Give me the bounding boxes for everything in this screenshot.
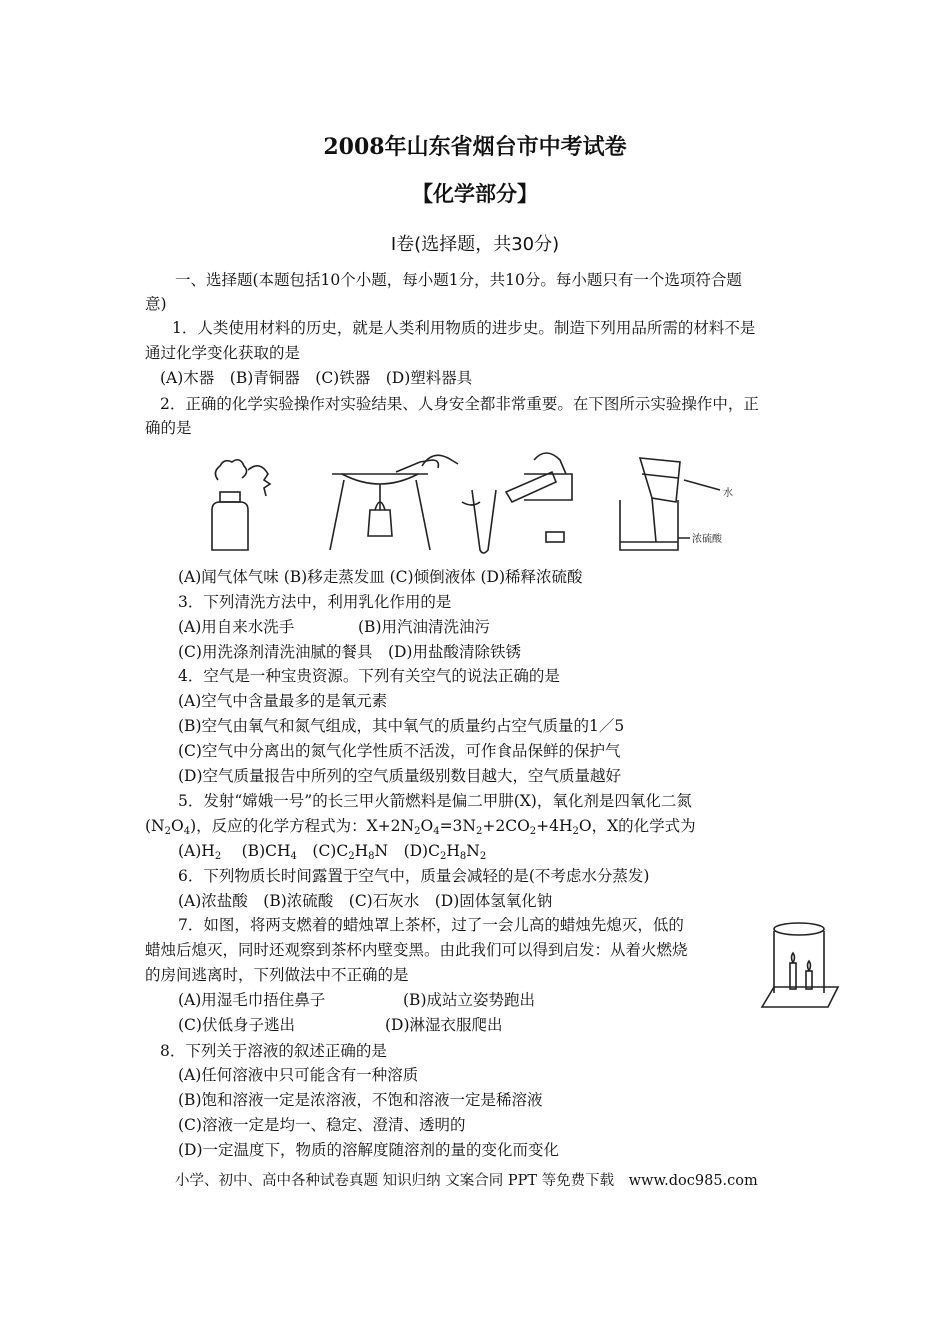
q4-option-b: (B)空气由氧气和氮气组成，其中氧气的质量约占空气质量的1／5 <box>178 717 625 735</box>
section-heading: Ⅰ卷(选择题，共30分) <box>390 234 560 255</box>
q7-stem-line-2: 蜡烛后熄灭，同时还观察到茶杯内壁变黑。由此我们可以得到启发：从着火燃烧 <box>145 941 688 959</box>
q6-options: (A)浓盐酸 (B)浓硫酸 (C)石灰水 (D)固体氢氧化钠 <box>178 892 553 910</box>
q7-option-a: (A)用湿毛巾捂住鼻子 <box>178 991 326 1009</box>
q6-stem: 6．下列物质长时间露置于空气中，质量会减轻的是(不考虑水分蒸发) <box>178 867 650 885</box>
figure-d-dilute-acid <box>620 458 733 550</box>
q7-stem-line-1: 7．如图，将两支燃着的蜡烛罩上茶杯，过了一会儿高的蜡烛先熄灭，低的 <box>178 916 684 934</box>
page-footer: 小学、初中、高中各种试卷真题 知识归纳 文案合同 PPT 等免费下载 www.doc985.com <box>175 1173 758 1189</box>
intro-line-1: 一、选择题(本题包括10个小题，每小题1分，共10分。每小题只有一个选项符合题 <box>175 271 742 289</box>
q7-figure-svg <box>760 915 840 1010</box>
figure-c-pouring-liquid <box>462 453 572 553</box>
q7-option-b: (B)成站立姿势跑出 <box>403 991 535 1009</box>
q5-stem-line-2: $(N_2O_4)$，反应的化学方程式为：$X+2N_2O_4=3N_2+2CO_2+4H_2O$，X的化学式为 <box>145 817 696 837</box>
q7-stem-line-3: 的房间逃离时，下列做法中不正确的是 <box>145 966 409 984</box>
q1-options: (A)木器 (B)青铜器 (C)铁器 (D)塑料器具 <box>160 369 473 387</box>
label-concentrated-acid: 浓硫酸 <box>692 534 722 545</box>
q3-option-a: (A)用自来水洗手 <box>178 618 295 636</box>
page-subtitle: 【化学部分】 <box>412 181 538 206</box>
q8-option-c: (C)溶液一定是均一、稳定、澄清、透明的 <box>178 1116 466 1134</box>
q5-options: $(A)H_2$ $(B)CH_4$ $(C)C_2H_8N$ $(D)C_2H_8N_2$ <box>178 842 487 862</box>
q4-option-a: (A)空气中含量最多的是氧元素 <box>178 692 388 710</box>
q3-stem: 3．下列清洗方法中，利用乳化作用的是 <box>178 593 452 611</box>
q8-option-d: (D)一定温度下，物质的溶解度随溶剂的量的变化而变化 <box>178 1141 560 1159</box>
q8-option-b: (B)饱和溶液一定是浓溶液，不饱和溶液一定是稀溶液 <box>178 1091 543 1109</box>
q8-option-a: (A)任何溶液中只可能含有一种溶质 <box>178 1066 419 1084</box>
q2-stem-line-1: 2．正确的化学实验操作对实验结果、人身安全都非常重要。在下图所示实验操作中，正 <box>160 395 759 413</box>
q3-option-b: (B)用汽油清洗油污 <box>358 618 490 636</box>
q4-option-d: (D)空气质量报告中所列的空气质量级别数目越大，空气质量越好 <box>178 767 622 785</box>
q7-option-c: (C)伏低身子逃出 <box>178 1016 295 1034</box>
label-water: 水 <box>723 488 733 499</box>
q3-options-cd: (C)用洗涤剂清洗油腻的餐具 (D)用盐酸清除铁锈 <box>178 643 521 661</box>
q2-stem-line-2: 确的是 <box>145 419 192 437</box>
page-title: 2008年山东省烟台市中考试卷 <box>323 134 627 160</box>
q8-stem: 8．下列关于溶液的叙述正确的是 <box>160 1042 387 1060</box>
q4-option-c: (C)空气中分离出的氮气化学性质不活泼，可作食品保鲜的保护气 <box>178 742 621 760</box>
q4-stem: 4．空气是一种宝贵资源。下列有关空气的说法正确的是 <box>178 667 560 685</box>
q7-option-d: (D)淋湿衣服爬出 <box>385 1016 503 1034</box>
figure-a-smell-gas <box>212 460 270 550</box>
q5-stem-line-1: 5．发射“嫦娥一号”的长三甲火箭燃料是偏二甲肼(X)，氧化剂是四氧化二氮 <box>178 792 692 810</box>
q1-stem-line-2: 通过化学变化获取的是 <box>145 344 301 362</box>
q2-options: (A)闻气体气味 (B)移走蒸发皿 (C)倾倒液体 (D)稀释浓硫酸 <box>178 568 583 586</box>
q1-stem-line-1: 1．人类使用材料的历史，就是人类利用物质的进步史。制造下列用品所需的材料不是 <box>172 319 756 337</box>
q2-figures <box>200 450 760 560</box>
intro-line-2: 意) <box>145 295 167 313</box>
q2-figure-svg <box>200 450 760 560</box>
figure-b-evaporating-dish <box>330 455 458 550</box>
q7-figure-candles <box>760 915 840 1010</box>
